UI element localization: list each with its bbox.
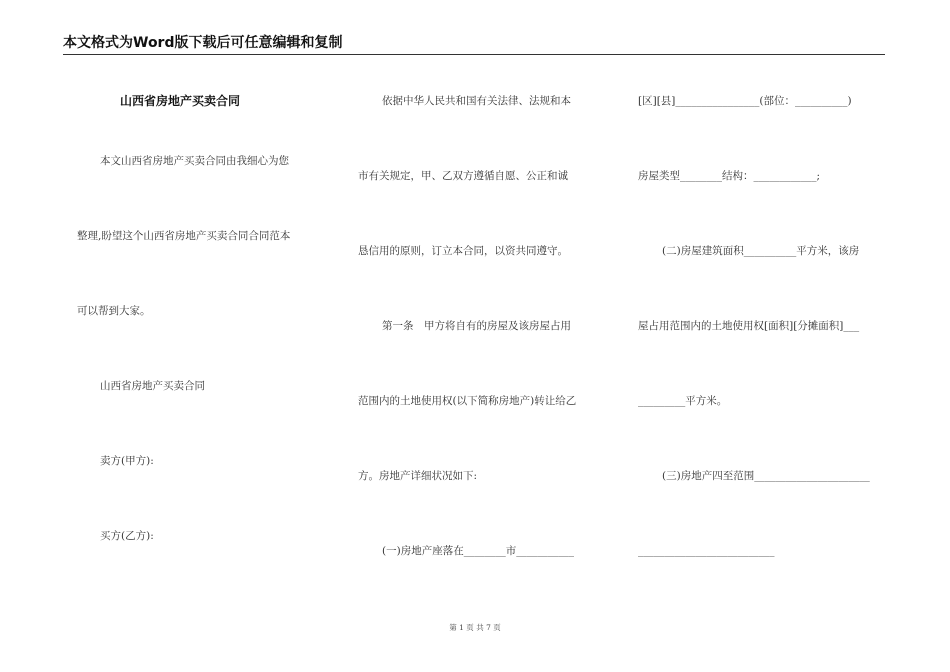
boundaries-line: (三)房地产四至范围______________________ bbox=[662, 470, 870, 482]
document-header bbox=[63, 34, 885, 55]
paragraph-line: 市有关规定，甲、乙双方遵循自愿、公正和诚 bbox=[358, 170, 568, 182]
article-one-line: 第一条 甲方将自有的房屋及该房屋占用 bbox=[382, 320, 571, 332]
paragraph-line: 依据中华人民共和国有关法律、法规和本 bbox=[382, 95, 571, 107]
building-area-line: (二)房屋建筑面积__________平方米，该房 bbox=[662, 245, 860, 257]
land-use-line: 屋占用范围内的土地使用权[面积][分摊面积]___ bbox=[638, 320, 860, 332]
page-number: 第 1 页 共 7 页 bbox=[449, 623, 501, 632]
location-field-line: (一)房地产座落在________市___________ bbox=[382, 545, 574, 557]
boundaries-blank-line: __________________________ bbox=[638, 545, 775, 557]
download-notice: 本文格式为Word版下载后可任意编辑和复制 bbox=[63, 35, 343, 51]
house-type-field-line: 房屋类型________结构：____________; bbox=[638, 170, 821, 182]
contract-heading: 山西省房地产买卖合同 bbox=[100, 380, 205, 392]
intro-line-2: 整理,盼望这个山西省房地产买卖合同合同范本 bbox=[77, 230, 291, 242]
buyer-field: 买方(乙方): bbox=[100, 530, 154, 542]
document-title: 山西省房地产买卖合同 bbox=[120, 94, 241, 108]
seller-field: 卖方(甲方): bbox=[100, 455, 154, 467]
intro-line-3: 可以帮到大家。 bbox=[77, 305, 151, 317]
paragraph-line: 范围内的土地使用权(以下简称房地产)转让给乙 bbox=[358, 395, 577, 407]
paragraph-line: 方。房地产详细状况如下: bbox=[358, 470, 478, 482]
district-field-line: [区][县]________________(部位：__________) bbox=[638, 95, 852, 107]
land-area-line: _________平方米。 bbox=[638, 395, 728, 407]
paragraph-line: 恳信用的原则，订立本合同，以资共同遵守。 bbox=[358, 245, 568, 257]
intro-line-1: 本文山西省房地产买卖合同由我细心为您 bbox=[100, 155, 289, 167]
